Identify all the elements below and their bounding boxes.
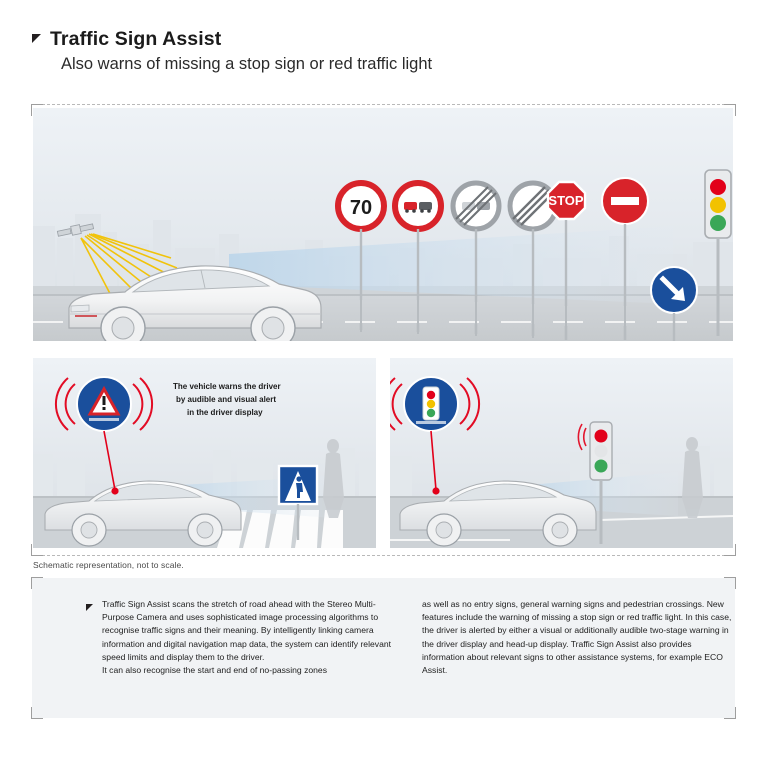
pedestrian-crossing-warning-panel [33,358,376,548]
sign-stop [548,182,585,219]
description-paragraph-2: It can also recognise the start and end of no-passing zones [102,665,328,676]
description-right-column [422,598,732,677]
svg-text:STOP: STOP [548,193,584,208]
triangle-marker-icon [32,34,41,43]
body-triangle-marker-icon [86,604,93,611]
textbox-corner-tr [724,577,736,589]
callout-line-3: in the driver display [187,408,263,417]
description-paragraph-1: Traffic Sign Assist scans the stretch of road ahead with the Stereo Multi-Purpose Camera and uses sophisticated image processing algorithms to recognise traffic signs and their meaning. By intelligently linking camera information and digital navigation map data, the system can identify relevant speed limits and display them to the driver. [102,599,392,662]
schematic-note: Schematic representation, not to scale. [33,560,184,570]
svg-text:70: 70 [349,197,373,219]
description-paragraph-3: as well as no entry signs, general warning signs and pedestrian crossings. New features include the warning of missing a stop sign or red traffic light. In this case, the driver is alerted by either a visual or additionally audible two-stage warning in the driver display and head-up display. Traffic Sign Assist also provides information about relevant signs to other assistance systems, for example ECO Assist. [422,599,732,676]
header [32,28,732,74]
sign-end-of-no-overtaking [453,183,499,229]
sign-no-entry [602,178,648,224]
description-left-column [102,598,392,677]
textbox-corner-bl [31,707,43,719]
sign-mandatory-direction-right [651,267,697,313]
sign-speed-limit-70 [338,183,384,229]
red-traffic-light-warning-panel [390,358,733,548]
sign-no-overtaking [395,183,441,229]
page-subtitle: Also warns of missing a stop sign or red traffic light [61,55,433,73]
title-row [32,28,732,51]
callout-line-1: The vehicle warns the driver [173,382,281,391]
textbox-corner-tl [31,577,43,589]
road-scene-with-signs [33,108,733,341]
description-box [32,578,735,718]
textbox-corner-br [724,707,736,719]
callout-line-2: by audible and visual alert [176,395,277,404]
page-title: Traffic Sign Assist [50,28,222,50]
